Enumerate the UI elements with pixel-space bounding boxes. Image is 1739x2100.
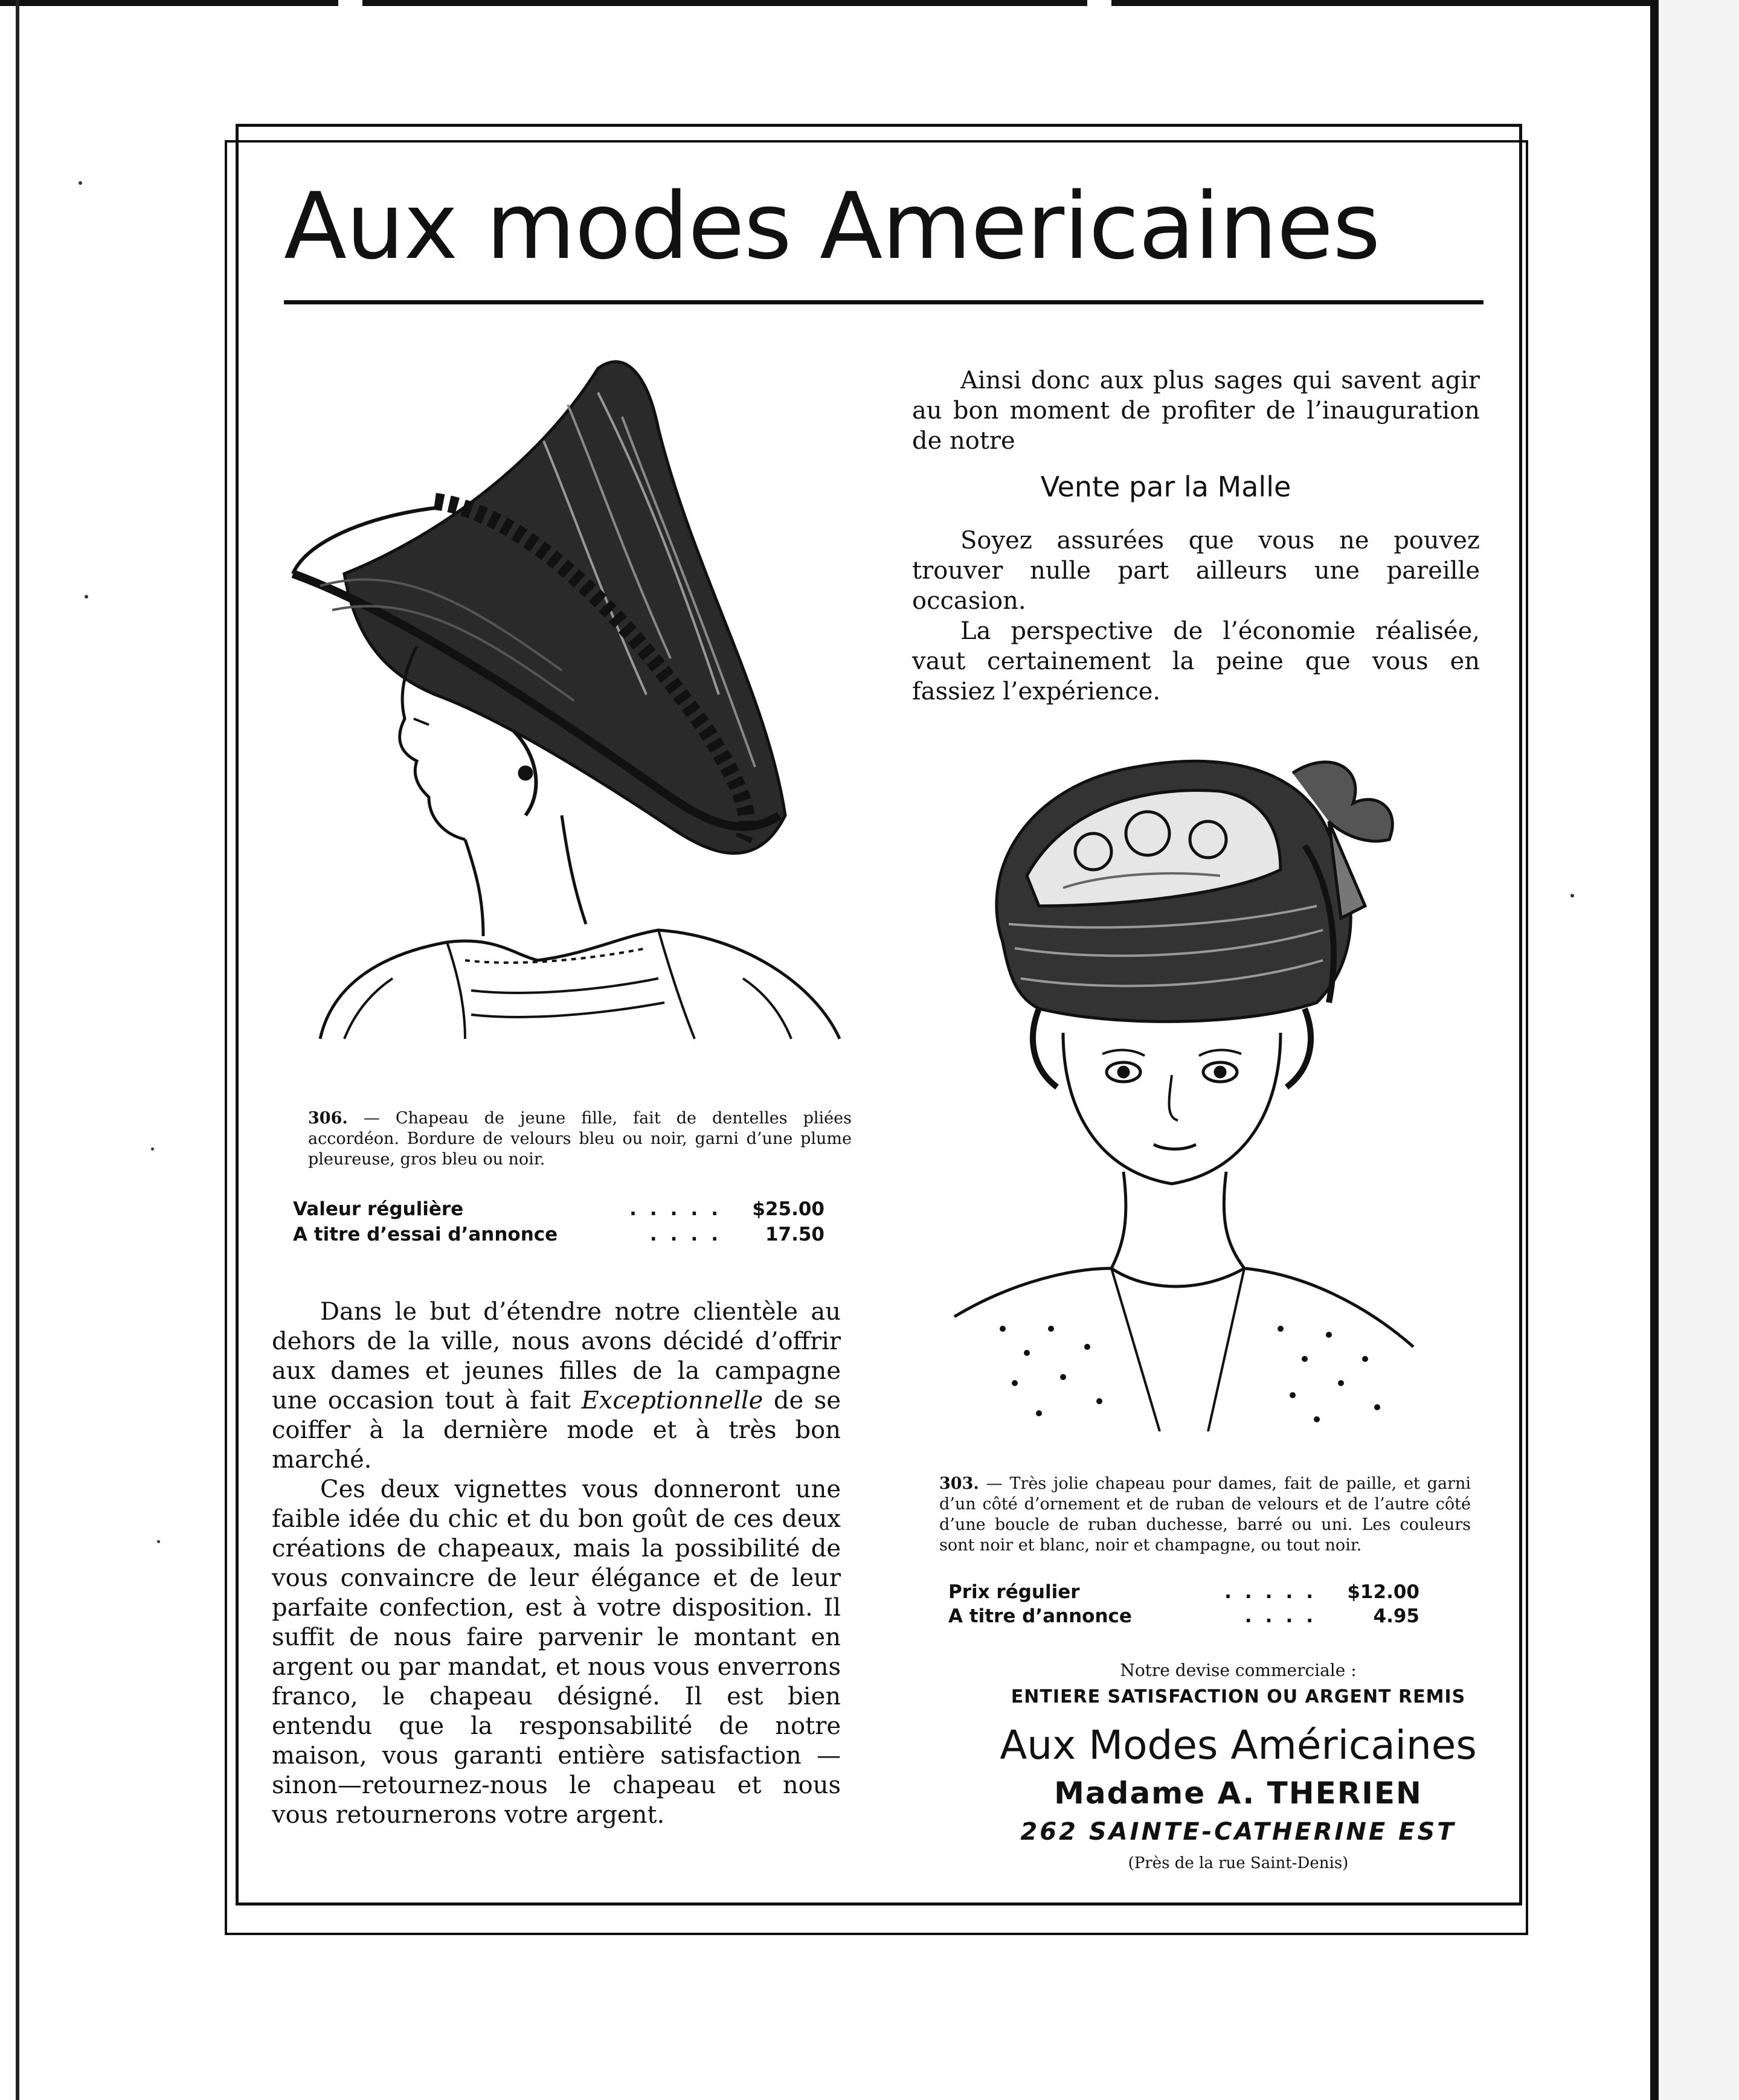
price-offer-303: A titre d’annonce .... 4.95: [948, 1605, 1419, 1627]
shop-address: 262 SAINTE-CATHERINE EST: [1020, 1818, 1456, 1846]
item-description-303: — Très jolie chapeau pour dames, fait de paille, et garni d’un côté d’ornement et de ruban de velours et de l’autre côté d’une boucle de ruban duchesse, barré ou uni. Les couleurs sont noir et blanc, noir et champagne, ou tout noir.: [939, 1474, 1471, 1555]
price-regular-value-303: $12.00: [1347, 1581, 1419, 1603]
price-regular-value-306: $25.00: [752, 1198, 824, 1220]
hat-306-illustration: [284, 356, 852, 1057]
intro-text: [912, 365, 1480, 456]
intro-paragraph: Ainsi donc aux plus sages qui savent agir au bon moment de profiter de l’inauguration de notre: [912, 367, 1480, 455]
price-regular-label-303: Prix régulier: [948, 1581, 1080, 1603]
right-paragraphs: [912, 525, 1480, 707]
paragraph-offer: [272, 1297, 841, 1475]
item-number-306: 306.: [308, 1109, 348, 1128]
headline-rule: [284, 300, 1483, 304]
scan-border-right: [1650, 0, 1659, 2100]
paragraph-offer-start: Dans le but d’étendre notre clientèle au dehors de la ville, nous avons décidé d’offrir aux dames et jeunes filles de la campagne une occasion tout à fait: [272, 1298, 841, 1414]
price-regular-303: Prix régulier ..... $12.00: [948, 1581, 1419, 1603]
paragraph-economy: La perspective de l’économie réalisée, vaut certainement la peine que vous en fassiez l’expérience.: [912, 617, 1480, 705]
price-regular-label-306: Valeur régulière: [293, 1198, 464, 1220]
caption-306: [308, 1108, 852, 1170]
dust-speck: [79, 181, 82, 185]
item-description-306: — Chapeau de jeune fille, fait de dentelles pliées accordéon. Bordure de velours bleu ou noir, garni d’une plume pleureuse, gros bleu ou noir.: [308, 1109, 852, 1169]
caption-303: [939, 1474, 1471, 1556]
left-body-text: [272, 1297, 841, 1830]
dust-speck: [1570, 894, 1574, 897]
dust-speck: [157, 1540, 160, 1543]
scan-border-left: [16, 0, 19, 2100]
shop-owner: Madame A. THERIEN: [1054, 1776, 1422, 1811]
scan-gap: [1087, 0, 1111, 11]
paragraph-offer-emphasis: Exceptionnelle: [581, 1387, 763, 1414]
motto-label: Notre devise commerciale :: [1120, 1660, 1357, 1680]
dust-speck: [85, 595, 88, 599]
hat-303-illustration: [942, 749, 1432, 1431]
paragraph-vignettes: Ces deux vignettes vous donneront une faible idée du chic et du bon goût de ces deux créations de chapeaux, mais la possibilité de vous convaincre de leur élégance et de leur parfaite confection, est à votre disposition. Il suffit de nous faire parvenir le montant en argent ou par mandat, et nous vous enverrons franco, le chapeau désigné. Il est bien entendu que la responsabilité de notre maison, vous garanti entière satisfaction — sinon—retournez-nous le chapeau et nous vous retournerons votre argent.: [272, 1475, 841, 1829]
headline: Aux modes Americaines: [284, 173, 1380, 280]
price-offer-label-303: A titre d’annonce: [948, 1605, 1132, 1627]
scan-border-top: [0, 0, 1739, 6]
scan-right-margin: [1659, 0, 1739, 2100]
dust-speck: [151, 1148, 154, 1151]
price-offer-value-303: 4.95: [1373, 1605, 1419, 1627]
price-offer-value-306: 17.50: [765, 1224, 824, 1245]
shop-name: Aux Modes Américaines: [1000, 1722, 1477, 1768]
price-offer-306: A titre d’essai d’annonce .... 17.50: [293, 1224, 824, 1245]
paragraph-offer-end: de se coiffer à la dernière mode et à très bon marché.: [272, 1387, 841, 1474]
subheading: Vente par la Malle: [1040, 470, 1291, 503]
motto: ENTIERE SATISFACTION OU ARGENT REMIS: [1011, 1686, 1466, 1707]
scan-gap: [338, 0, 362, 11]
price-offer-label-306: A titre d’essai d’annonce: [293, 1224, 558, 1245]
price-regular-306: Valeur régulière ..... $25.00: [293, 1198, 824, 1220]
item-number-303: 303.: [939, 1474, 979, 1493]
paragraph-assurance: Soyez assurées que vous ne pouvez trouver nulle part ailleurs une pareille occasion.: [912, 527, 1480, 615]
shop-address-note: (Près de la rue Saint-Denis): [1128, 1854, 1349, 1872]
